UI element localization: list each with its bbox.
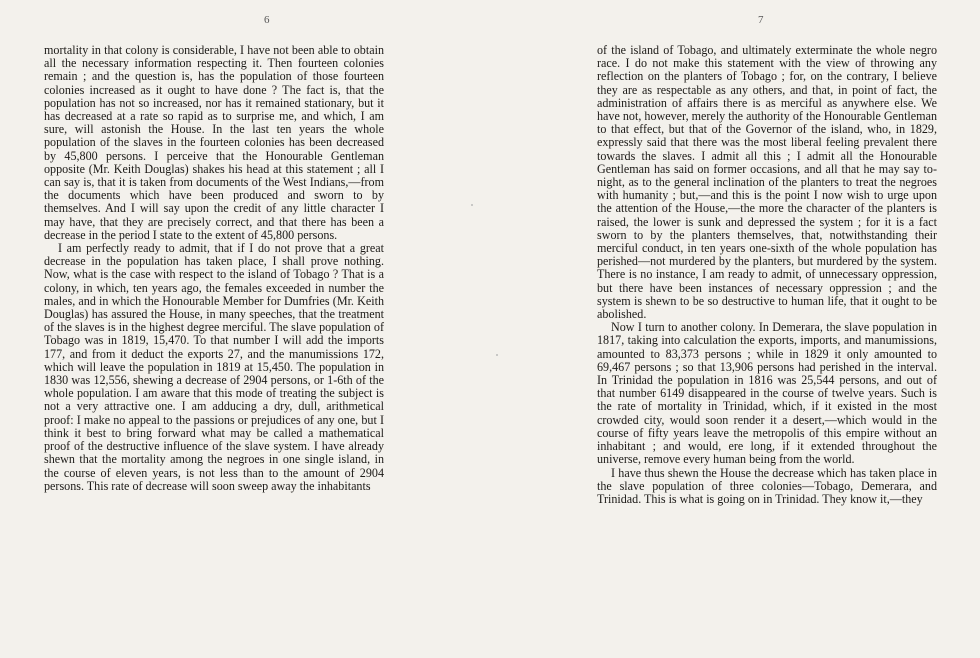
page-number: 7 (758, 14, 764, 26)
paragraph: of the island of Tobago, and ultimately exterminate the whole negro race. I do not make this statement with the view of throwing any reflection on the planters of Tobago ; for, on the contrary, I believe they are as respectable as any others, and that, in point of fact, the administration of affairs there is as merciful as anywhere else. We have not, however, merely the authority of the Honourable Gentleman to that effect, but that of the Governor of the island, who, in 1829, expressly said that there was the most liberal feeling prevalent there towards the slaves. I admit all this ; I admit all the Honourable Gentleman has said on former occasions, and all that he may say to-night, as to the general inclination of the planters to treat the negroes with humanity ; but,—and this is the point I now wish to urge upon the attention of the House,—the more the character of the planters is raised, the lower is sunk and depressed the system ; for it is a fact sworn to by the planters themselves, that, notwithstanding their merciful conduct, in ten years one-sixth of the whole population has perished—not murdered by the planters, but murdered by the system. There is no instance, I am ready to admit, of unnecessary oppression, but there have been instances of necessary oppression ; and the system is shewn to be so destructive to human life, that it ought to be abolished. (597, 43, 937, 322)
right-page (490, 0, 980, 658)
paragraph: mortality in that colony is considerable, I have not been able to obtain all the necessary information respecting it. Then fourteen colonies remain ; and the question is, has the population of those fourteen colonies increased as it ought to have done ? The fact is, that the population has not so increased, nor has it remained stationary, but it has decreased at a rate so rapid as to surprise me, and which, I am sure, will astonish the House. In the last ten years the whole population of the slaves in the fourteen colonies has been decreased by 45,800 persons. I perceive that the Honourable Gentleman opposite (Mr. Keith Douglas) shakes his head at this statement ; all I can say is, that it is taken from documents of the West Indians,—from the documents which have been produced and sworn to by themselves. And I will say upon the credit of any little character I may have, that they are precisely correct, and that there has been a decrease in the period I state to the extent of 45,800 persons. (44, 43, 384, 242)
paragraph: I am perfectly ready to admit, that if I do not prove that a great decrease in the population has taken place, I shall prove nothing. Now, what is the case with respect to the island of Tobago ? That is a colony, in which, ten years ago, the females exceeded in number the males, and in which the Honourable Member for Dumfries (Mr. Keith Douglas) has assured the House, in many speeches, that the treatment of the slaves is in the highest degree merciful. The slave population of Tobago was in 1819, 15,470. To that number I will add the imports 177, and from it deduct the exports 27, and the manumissions 172, which will leave the population in 1819 at 15,450. The population in 1830 was 12,556, shewing a decrease of 2904 persons, or 1-6th of the whole population. I am aware that this mode of treating the subject is not a very attractive one. I am adducing a dry, dull, arithmetical proof: I make no appeal to the passions or prejudices of any one, but I think it best to bring forward what may be called a mathematical proof of the destructive influence of the slave system. I have already shewn that the mortality among the negroes in one single island, in the course of eleven years, is not less than to the amount of 2904 persons. This rate of decrease will soon sweep away the inhabitants (44, 241, 384, 493)
paragraph: I have thus shewn the House the decrease which has taken place in the slave population of three colonies—Tobago, Demerara, and Trinidad. This is what is going on in Trinidad. They know it,—they (597, 465, 937, 506)
page-number: 6 (264, 14, 270, 26)
left-page-body (44, 44, 384, 493)
right-page-body (597, 44, 937, 506)
paragraph: Now I turn to another colony. In Demerara, the slave population in 1817, taking into calculation the exports, imports, and manumissions, amounted to 83,373 persons ; while in 1829 it only amounted to 69,467 persons ; so that 13,906 persons had perished in the interval. In Trinidad the population in 1816 was 25,544 persons, and out of that number 6149 disappeared in the course of twelve years. Such is the rate of mortality in Trinidad, which, if it existed in the most crowded city, would soon render it a desert,—which would in the course of fifty years leave the metropolis of this empire without an inhabitant ; and would, ere long, if it extended throughout the universe, remove every human being from the world. (597, 320, 937, 467)
paper-speck (471, 204, 473, 206)
